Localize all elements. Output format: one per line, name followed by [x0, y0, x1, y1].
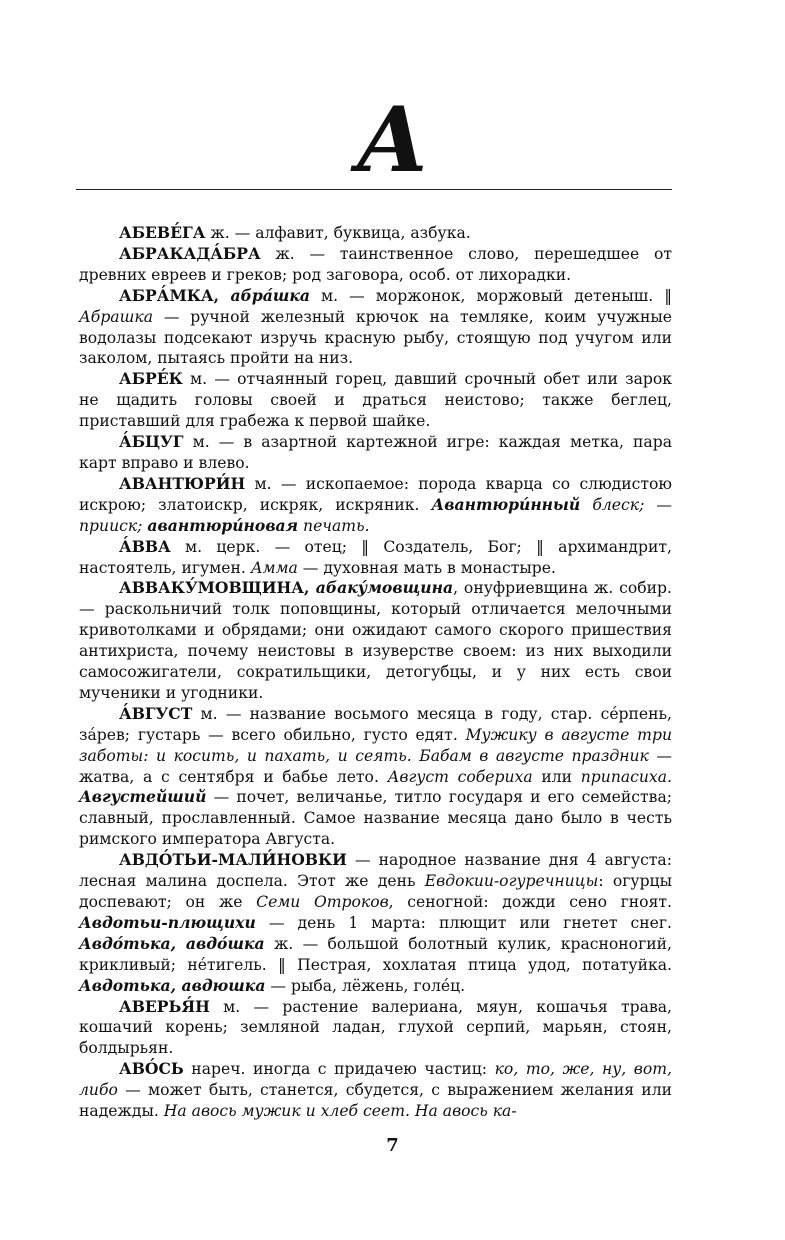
dictionary-entry [79, 850, 672, 996]
entry-text-segment: — рыба, лёжень, голе́ц. [265, 976, 466, 995]
dictionary-entry [79, 244, 672, 286]
dictionary-entry [79, 537, 672, 579]
entry-headword: АБРЕ́К [119, 369, 183, 389]
entry-text-segment: Авдотька, авдюшка [79, 975, 266, 995]
entry-text-segment: Авантюри́нный [431, 494, 581, 514]
entry-text-segment: — народное название дня 4 августа: лесная малина доспела. Этот же день [79, 851, 672, 891]
entry-text-segment: ж. — большой болотный кулик, красноногий, крикливый; не́тигель. ‖ Пестрая, хохлатая птица удод, потатуйка. [79, 934, 672, 974]
dictionary-entry [79, 1059, 672, 1122]
entry-text-segment: м. — растение валериана, мяун, кошачья трава, кошачий корень; земляной ладан, глухой серпий, марьян, стоян, болдырьян. [79, 997, 672, 1058]
entry-text-segment: — духовная мать в монастыре. [297, 558, 556, 577]
entry-headword: АБРАКАДА́БРА [119, 243, 261, 263]
entry-headword: А́ВГУСТ [119, 703, 193, 723]
section-letter: А [355, 87, 430, 193]
entry-text-segment: — жатва, а с сентября и бабье лето. [79, 746, 672, 786]
entry-text-segment: , сеногной: дожди сено гноят. [388, 893, 672, 911]
entry-text-segment: Мужику в августе три заботы: и косить, и пахать, и сеять. Бабам в августе праздник [79, 725, 672, 765]
entry-headword: АБЕВЕ́ГА [119, 223, 206, 242]
entry-text-segment: абаку́мовщина [309, 578, 454, 598]
entry-headword: АВО́СЬ [119, 1059, 184, 1079]
entry-text-segment: ж. — алфавит, буквица, азбука. [205, 224, 471, 242]
entry-text-segment: авантюри́новая [147, 515, 299, 535]
entry-text-segment: м. церк. — отец; ‖ Создатель, Бог; ‖ архимандрит, настоятель, игумен. [79, 537, 672, 577]
entry-headword: АВВАКУ́МОВЩИНА, [119, 578, 310, 598]
entry-text-segment: припасиха. [580, 767, 672, 786]
entry-text-segment: Августейший [79, 787, 207, 807]
entry-headword: А́ВВА [119, 536, 171, 556]
entry-text-segment: — ручной железный крючок на темляке, коим учужные водолазы подсекают изручь красную рыбу, стоящую под учугом или заколом, пытаясь пройти на низ. [79, 307, 672, 368]
entry-text-segment: нареч. иногда с придачею частиц: [183, 1060, 495, 1079]
entry-text-segment: ж. — таинственное слово, перешедшее от древних евреев и греков; род заговора, особ. от лихорадки. [79, 244, 672, 284]
entry-text-segment: Авдотьи-плющихи [79, 912, 256, 932]
header-rule [76, 189, 672, 190]
entry-text-segment: блеск; — прииск; [79, 495, 673, 535]
dictionary-entry [79, 432, 672, 474]
entries-body [79, 223, 672, 1122]
dictionary-entry [79, 474, 672, 537]
entry-text-segment: Евдокии-огуречницы [424, 872, 599, 891]
entry-headword: АБРА́МКА, [119, 285, 220, 305]
dictionary-entry [79, 286, 672, 370]
entry-text-segment: м. — ископаемое: порода кварца со слюдистою искрою; златоискр, искряк, искряник. [79, 474, 672, 514]
dictionary-entry [79, 997, 672, 1060]
entry-text-segment: Амма [250, 558, 298, 577]
entry-text-segment: м. — название восьмого месяца в году, стар. се́рпень, за́рев; густарь — всего обильно, густо едят. [79, 704, 672, 744]
entry-headword: АВЕРЬЯ́Н [119, 996, 210, 1016]
dictionary-entry [79, 223, 672, 244]
entry-text-segment: Август собериха [387, 767, 533, 786]
entry-text-segment: Абрашка [79, 307, 153, 326]
dictionary-entry [79, 704, 672, 850]
entry-headword: АВДО́ТЬИ-МАЛИ́НОВКИ [119, 850, 347, 870]
entry-text-segment: печать. [298, 516, 370, 535]
entry-text-segment: Авдо́тька, авдо́шка [79, 933, 265, 953]
entry-text-segment: , онуфриевщина ж. собир. — раскольничий толк поповщины, который отличается мелочными кривотолками и обрядами; они ожидают самого скорого пришествия антихриста, почему неистовы в изуверстве своем: из них выходили самосожигатели, сократильщики, детогубцы, и у них есть свои мученики и угодники. [79, 579, 672, 702]
entry-text-segment: — почет, величанье, титло государя и его семейства; славный, прославленный. Самое название месяца дано было в честь римского императора Августа. [79, 788, 672, 849]
dictionary-entry [79, 578, 672, 703]
entry-text-segment: На авось мужик и хлеб сеет. На авось ка- [163, 1102, 517, 1121]
entry-text-segment: абра́шка [219, 285, 311, 305]
entry-text-segment: м. — в азартной картежной игре: каждая метка, пара карт вправо и влево. [79, 433, 672, 472]
entry-text-segment: — может быть, станется, сбудется, с выражением желания или надежды. [79, 1081, 672, 1121]
dictionary-entry [79, 369, 672, 432]
entry-headword: АВАНТЮРИ́Н [119, 473, 246, 493]
entry-text-segment: Семи Отроков [256, 893, 389, 911]
entry-text-segment: или [532, 767, 581, 786]
entry-text-segment: — день 1 марта: плющит или гнетет снег. [255, 913, 672, 932]
entry-headword: А́БЦУГ [119, 432, 184, 452]
entry-text-segment: м. — отчаянный горец, давший срочный обет или зарок не щадить головы своей и драться неистово; также беглец, приставший для грабежа к первой шайке. [79, 370, 672, 431]
entry-text-segment: : огурцы доспевают; он же [79, 872, 672, 911]
entry-text-segment: ко, то, же, ну, вот, либо [79, 1060, 673, 1100]
entry-text-segment: м. — моржонок, моржовый детеныш. ‖ [310, 286, 672, 305]
page-number: 7 [386, 1135, 399, 1156]
